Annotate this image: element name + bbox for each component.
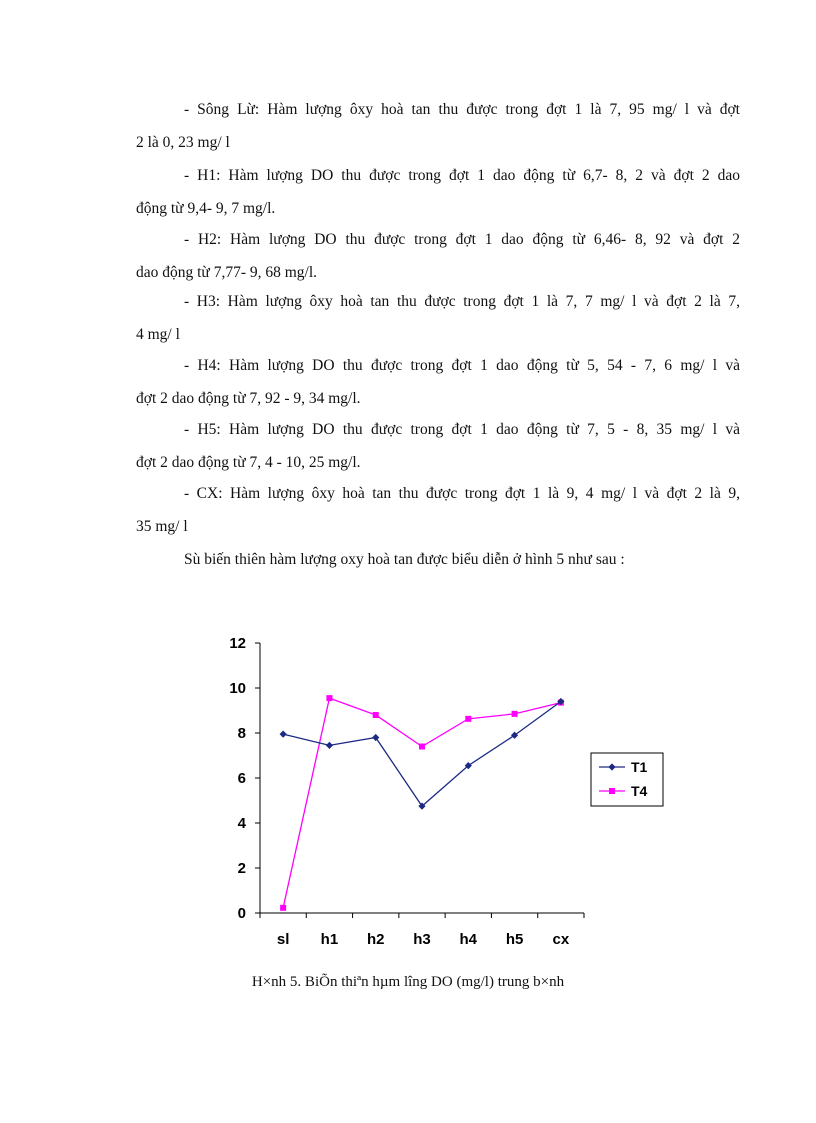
paragraph-cx <box>136 477 740 543</box>
figure-intro-text: Sù biến thiên hàm lượng oxy hoà tan được biểu diễn ở hình 5 như sau : <box>184 551 625 568</box>
data-point <box>280 731 287 738</box>
series-t1 <box>280 698 565 810</box>
paragraph-line: - H1: Hàm lượng DO thu được trong đợt 1 dao động từ 6,7- 8, 2 và đợt 2 dao <box>184 167 740 184</box>
paragraph-h3 <box>136 285 740 351</box>
x-tick-label: cx <box>552 931 570 948</box>
paragraph-h2 <box>136 223 740 289</box>
data-point <box>373 712 379 718</box>
paragraph-line: dao động từ 7,77- 9, 68 mg/l. <box>136 264 318 281</box>
paragraph-line: 2 là 0, 23 mg/ l <box>136 134 230 151</box>
x-tick-label: h2 <box>366 931 385 948</box>
x-tick-label: h5 <box>505 931 524 948</box>
paragraph-song-lu <box>136 93 740 159</box>
data-point <box>419 744 425 750</box>
chart-axes <box>229 635 584 948</box>
legend-box <box>591 753 663 806</box>
paragraph-line: - CX: Hàm lượng ôxy hoà tan thu được trong đợt 1 là 9, 4 mg/ l và đợt 2 là 9, <box>184 485 740 502</box>
y-tick-label: 0 <box>237 905 246 922</box>
data-point <box>609 788 615 794</box>
y-tick-label: 12 <box>229 635 246 652</box>
legend-label-t4: T4 <box>631 783 648 799</box>
paragraph-h1 <box>136 159 740 225</box>
paragraph-line: đợt 2 dao động từ 7, 92 - 9, 34 mg/l. <box>136 390 361 407</box>
paragraph-line: - H3: Hàm lượng ôxy hoà tan thu được trong đợt 1 là 7, 7 mg/ l và đợt 2 là 7, <box>184 293 740 310</box>
do-line-chart <box>200 620 700 960</box>
legend-label-t1: T1 <box>631 759 648 775</box>
paragraph-line: - Sông Lừ: Hàm lượng ôxy hoà tan thu được trong đợt 1 là 7, 95 mg/ l và đợt <box>184 101 740 118</box>
y-tick-label: 10 <box>229 680 246 697</box>
chart-series <box>280 695 565 911</box>
x-tick-label: h1 <box>320 931 339 948</box>
data-point <box>326 742 333 749</box>
x-tick-label: sl <box>276 931 290 948</box>
y-tick-label: 4 <box>237 815 246 832</box>
data-point <box>280 905 286 911</box>
paragraph-line: - H2: Hàm lượng DO thu được trong đợt 1 dao động từ 6,46- 8, 92 và đợt 2 <box>184 231 740 248</box>
data-point <box>372 734 379 741</box>
figure-caption: H×nh 5. BiÕn thiªn hµm lîng DO (mg/l) trung b×nh <box>251 974 565 990</box>
paragraph-line: động từ 9,4- 9, 7 mg/l. <box>136 200 276 217</box>
y-tick-label: 8 <box>237 725 246 742</box>
paragraph-line: - H4: Hàm lượng DO thu được trong đợt 1 dao động từ 5, 54 - 7, 6 mg/ l và <box>184 357 740 374</box>
paragraph-h5 <box>136 413 740 479</box>
paragraph-h4 <box>136 349 740 415</box>
y-tick-label: 2 <box>237 860 246 877</box>
data-point <box>465 716 471 722</box>
paragraph-line: 4 mg/ l <box>136 326 180 343</box>
chart-legend <box>591 753 663 806</box>
paragraph-line: đợt 2 dao động từ 7, 4 - 10, 25 mg/l. <box>136 454 361 471</box>
x-tick-label: h3 <box>413 931 431 948</box>
paragraph-line: 35 mg/ l <box>136 518 188 535</box>
paragraph-line: - H5: Hàm lượng DO thu được trong đợt 1 dao động từ 7, 5 - 8, 35 mg/ l và <box>184 421 740 438</box>
data-point <box>326 695 332 701</box>
data-point <box>512 711 518 717</box>
y-tick-label: 6 <box>237 770 246 787</box>
x-tick-label: h4 <box>459 931 478 948</box>
